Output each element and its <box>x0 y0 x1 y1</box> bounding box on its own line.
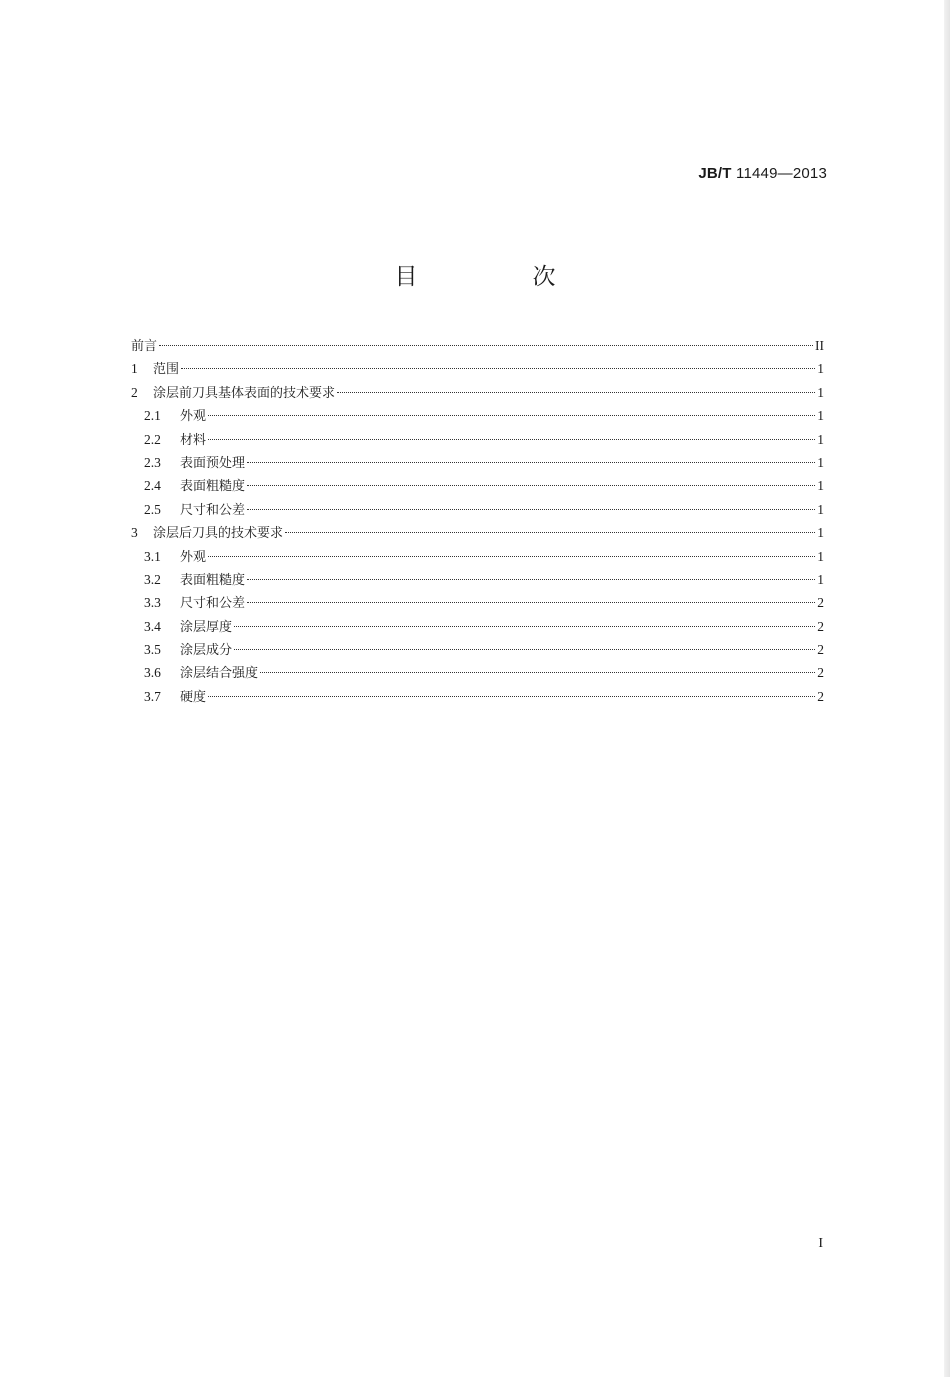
toc-entry[interactable] <box>131 381 824 404</box>
toc-leader-dots <box>260 672 815 673</box>
toc-entry-title: 材料 <box>180 432 207 448</box>
toc-leader-dots <box>285 532 815 533</box>
toc-entry-title: 表面预处理 <box>180 455 246 471</box>
toc-leader-dots <box>234 649 815 650</box>
toc-leader-dots <box>234 626 815 627</box>
toc-leader-dots <box>247 485 815 486</box>
toc-entry-number: 3.3 <box>144 595 161 611</box>
toc-entry-page: II <box>815 338 824 353</box>
toc-entry-number: 2 <box>131 384 138 400</box>
page-title: 目 次 <box>394 264 602 290</box>
toc-entry[interactable] <box>131 498 824 521</box>
toc-entry-number: 3.2 <box>144 571 161 587</box>
toc-entry-title: 涂层厚度 <box>180 619 233 635</box>
toc-entry-title: 表面粗糙度 <box>180 572 246 588</box>
toc-entry-title: 外观 <box>180 549 207 565</box>
toc-entry-page: 1 <box>817 384 824 400</box>
toc-entry-page: 1 <box>817 548 824 564</box>
toc-entry-number: 3 <box>131 525 138 541</box>
toc-entry[interactable] <box>131 334 824 357</box>
toc-entry-page: 1 <box>817 478 824 494</box>
toc-entry-page: 2 <box>817 618 824 634</box>
toc-entry-number: 3.1 <box>144 548 161 564</box>
toc-entry-title: 硬度 <box>180 689 207 705</box>
toc-entry-title: 范围 <box>153 362 180 378</box>
toc-leader-dots <box>208 696 815 697</box>
toc-entry-number: 3.7 <box>144 688 161 704</box>
toc-entry[interactable] <box>131 591 824 614</box>
toc-entry-title: 涂层结合强度 <box>180 666 259 682</box>
toc-entry-page: 1 <box>817 525 824 541</box>
toc-entry[interactable] <box>131 474 824 497</box>
toc-entry-title: 尺寸和公差 <box>180 502 246 518</box>
toc-leader-dots <box>247 509 815 510</box>
toc-entry[interactable] <box>131 661 824 684</box>
toc-entry-title: 涂层后刀具的技术要求 <box>153 526 284 542</box>
toc-leader-dots <box>181 368 815 369</box>
toc-entry-page: 1 <box>817 571 824 587</box>
toc-entry-number: 2.1 <box>144 408 161 424</box>
toc-entry-title: 外观 <box>180 409 207 425</box>
toc-entry-page: 1 <box>817 361 824 377</box>
toc-entry-number: 2.4 <box>144 478 161 494</box>
toc-entry-page: 1 <box>817 408 824 424</box>
toc-entry[interactable] <box>131 568 824 591</box>
standard-number <box>698 165 827 182</box>
toc-leader-dots <box>247 462 815 463</box>
toc-leader-dots <box>247 602 815 603</box>
standard-prefix: JB/T <box>698 165 732 182</box>
toc-entry-number: 3.5 <box>144 642 161 658</box>
toc-entry-page: 2 <box>817 642 824 658</box>
toc-leader-dots <box>208 439 815 440</box>
toc-entry-page: 1 <box>817 431 824 447</box>
toc-entry[interactable] <box>131 404 824 427</box>
toc-entry[interactable] <box>131 428 824 451</box>
toc-entry-page: 2 <box>817 665 824 681</box>
page-edge <box>944 0 950 1377</box>
toc-entry-number: 2.5 <box>144 501 161 517</box>
toc-entry[interactable] <box>131 685 824 708</box>
toc-entry[interactable] <box>131 545 824 568</box>
standard-code: 11449—2013 <box>736 165 827 182</box>
toc-entry-title: 涂层前刀具基体表面的技术要求 <box>153 385 336 401</box>
toc-leader-dots <box>247 579 815 580</box>
toc-entry[interactable] <box>131 615 824 638</box>
toc-entry-page: 1 <box>817 501 824 517</box>
toc-entry-number: 2.2 <box>144 431 161 447</box>
toc-entry[interactable] <box>131 357 824 380</box>
toc-leader-dots <box>208 556 815 557</box>
toc-entry-number: 2.3 <box>144 454 161 470</box>
toc-entry-title: 尺寸和公差 <box>180 596 246 612</box>
table-of-contents <box>131 334 824 708</box>
toc-entry-title: 涂层成分 <box>180 643 233 659</box>
page-number: I <box>818 1236 823 1251</box>
toc-entry-number: 1 <box>131 361 138 377</box>
toc-entry-number: 3.6 <box>144 665 161 681</box>
toc-entry-page: 2 <box>817 595 824 611</box>
toc-entry[interactable] <box>131 521 824 544</box>
toc-entry-page: 2 <box>817 688 824 704</box>
toc-leader-dots <box>159 345 813 346</box>
toc-entry[interactable] <box>131 638 824 661</box>
toc-leader-dots <box>337 392 815 393</box>
toc-entry-title: 表面粗糙度 <box>180 479 246 495</box>
toc-entry[interactable] <box>131 451 824 474</box>
toc-entry-number: 3.4 <box>144 618 161 634</box>
toc-entry-title: 前言 <box>131 339 158 354</box>
toc-leader-dots <box>208 415 815 416</box>
toc-entry-page: 1 <box>817 454 824 470</box>
